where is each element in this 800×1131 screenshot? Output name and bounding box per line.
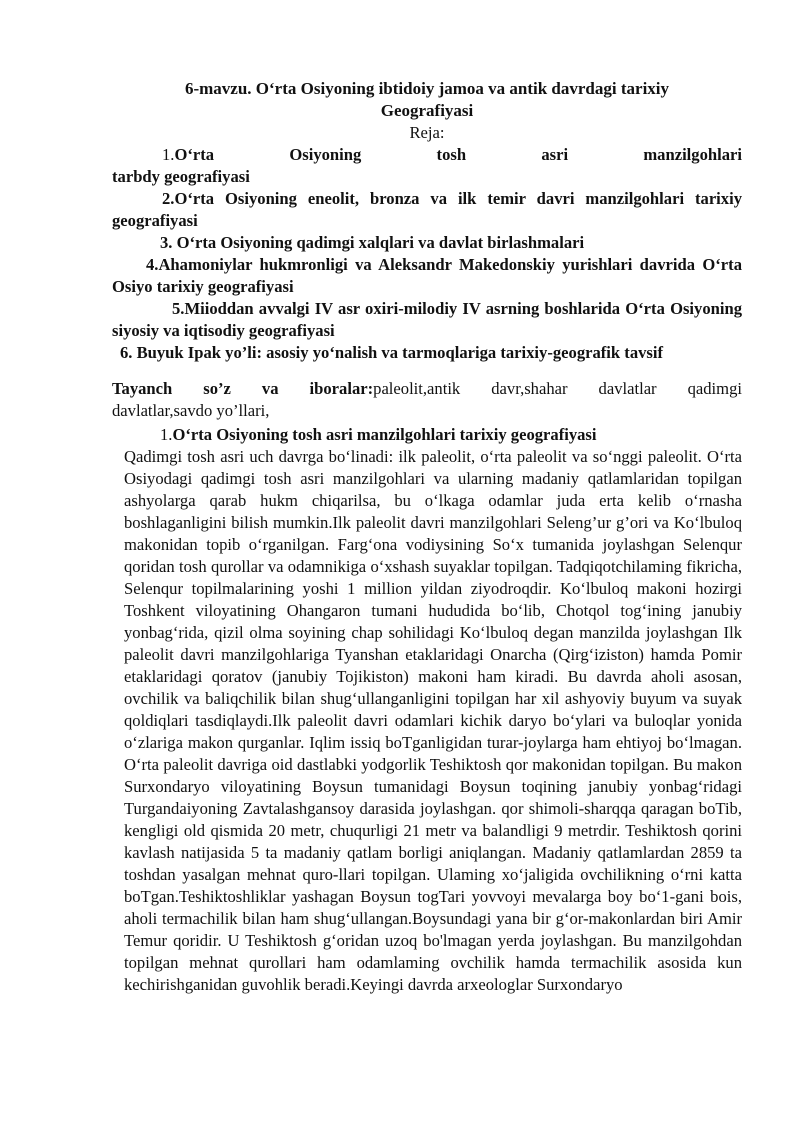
plan-item-1-number: 1. [162, 145, 175, 164]
document-title [112, 78, 742, 122]
plan-item-2: 2.O‘rta Osiyoning eneolit, bronza va ilk temir davri manzilgohlari tarixiy geografiyasi [112, 189, 742, 230]
plan-item-4: 4.Ahamoniylar hukmronligi va Aleksandr Makedonskiy yurishlari davrida O‘rta Osiyo tarixiy geografiyasi [112, 255, 742, 296]
keywords-line-1 [112, 378, 742, 400]
plan-item-3: 3. O‘rta Osiyoning qadimgi xalqlari va davlat birlashmalari [160, 233, 585, 252]
section-heading [160, 424, 597, 446]
plan-item-6: 6. Buyuk Ipak yo’li: asosiy yo‘nalish va tarmoqlariga tarixiy-geografik tavsif [120, 343, 664, 362]
keywords-list: paleolit,antik davr,shahar davlatlar qadimgi [373, 379, 742, 398]
plan-item-1-line-a [112, 144, 742, 166]
section-number: 1. [160, 425, 173, 444]
section-title: O‘rta Osiyoning tosh asri manzilgohlari tarixiy geografiyasi [172, 425, 597, 444]
plan-item-1-text: O‘rta Osiyoning tosh asri manzilgohlari [174, 145, 742, 164]
keywords-block [112, 378, 742, 422]
plan-list [112, 144, 742, 364]
title-line-1: 6-mavzu. O‘rta Osiyoning ibtidoiy jamoa va antik davrdagi tarixiy [184, 79, 670, 98]
keywords-line-2: davlatlar,savdo yo’llari, [112, 401, 270, 420]
keywords-label: Tayanch so’z va iboralar: [112, 379, 374, 398]
body-paragraph: Qadimgi tosh asri uch davrga bo‘linadi: ilk paleolit, o‘rta paleolit va so‘nggi paleolit. O‘rta Osiyodagi qadimgi tosh asri manzilgohlari va ularning madaniy qatlamlaridan topilgan ashyolarga qarab hukm chiqarilsa, bu o‘lkaga odamlar juda erta kelib o‘rnasha boshlaganligini bilish mumkin.Ilk paleolit davri manzilgohlari Seleng’ur g’ori va Ko‘lbuloq makonidan topib o‘rganilgan. Farg‘ona vodiysining So‘x tumanida joylashgan Selenqur qoridan tosh qurollar va odamnikiga o‘xshash suyaklar topilgan. Tadqiqotchilaming fikricha, Selenqur topilmalarining yoshi 1 million yildan ziyodroqdir. Ko‘lbuloq makoni hozirgi Toshkent viloyatining Ohangaron tumani hududida bo‘lib, Chotqol tog‘ining janubiy yonbag‘rida, qizil olma soyining chap sohilidagi Ko‘lbuloq degan manzilda joylashgan Ilk paleolit davri manzilgohlariga Tyanshan etaklaridagi Onarcha (Qirg‘iziston) hamda Pomir etaklaridagi qoratov (janubiy Tojikiston) makoni ham kiradi. Bu davrda aholi asosan, ovchilik va baliqchilik bilan shug‘ullanganligini topilgan har xil ashyoviy buyum va suyak qoldiqlari tasdiqlaydi.Ilk paleolit davri odamlari kichik daryo bo‘ylari va buloqlar yonida o‘zlariga makon qurganlar. Iqlim issiq boTganligidan turar-joylarga ham ehtiyoj bo‘lmagan. O‘rta paleolit davriga oid dastlabki yodgorlik Teshiktosh qor makonidan topilgan. Bu makon Surxondaryo viloyatining Boysun tumanidagi Boysun toqining janubiy yonbag‘ridagi Turgandaiyoning Zavtalashgansoy darasida joylashgan. qor shimoli-sharqqa qaragan boTib, kengligi old qismida 20 metr, chuqurligi 21 metr va balandligi 9 metrdir. Teshiktosh qorini kavlash natijasida 5 ta madaniy qatlam borligi aniqlangan. Madaniy qatlamlardan 2859 ta toshdan yasalgan mehnat quro-llari topilgan. Ulaming xo‘jaligida ovchilikning o‘rni katta boTgan.Teshiktoshliklar yashagan Boysun togTari yovvoyi mevalarga boy bo‘1-gani bois, aholi termachilik bilan ham shug‘ullangan.Boysundagi yana bir g‘or-makonlardan biri Amir Temur qoridir. U Teshiktosh g‘oridan uzoq bo'lmagan yerda joylashgan. Bu manzilgohdan topilgan mehnat qurollari ham odamlaming ovchilik hamda termachilik asosida kun kechirishganidan guvohlik beradi.Keyingi davrda arxeologlar Surxondaryo [124, 447, 742, 994]
title-line-2: Geografiyasi [380, 101, 474, 120]
plan-item-5: 5.Miioddan avvalgi IV asr oxiri-milodiy IV asrning boshlarida O‘rta Osiyoning siyosiy va iqtisodiy geografiyasi [112, 299, 742, 340]
plan-label: Reja: [409, 123, 445, 142]
plan-item-1-line-b: tarbdy geografiyasi [112, 167, 250, 186]
